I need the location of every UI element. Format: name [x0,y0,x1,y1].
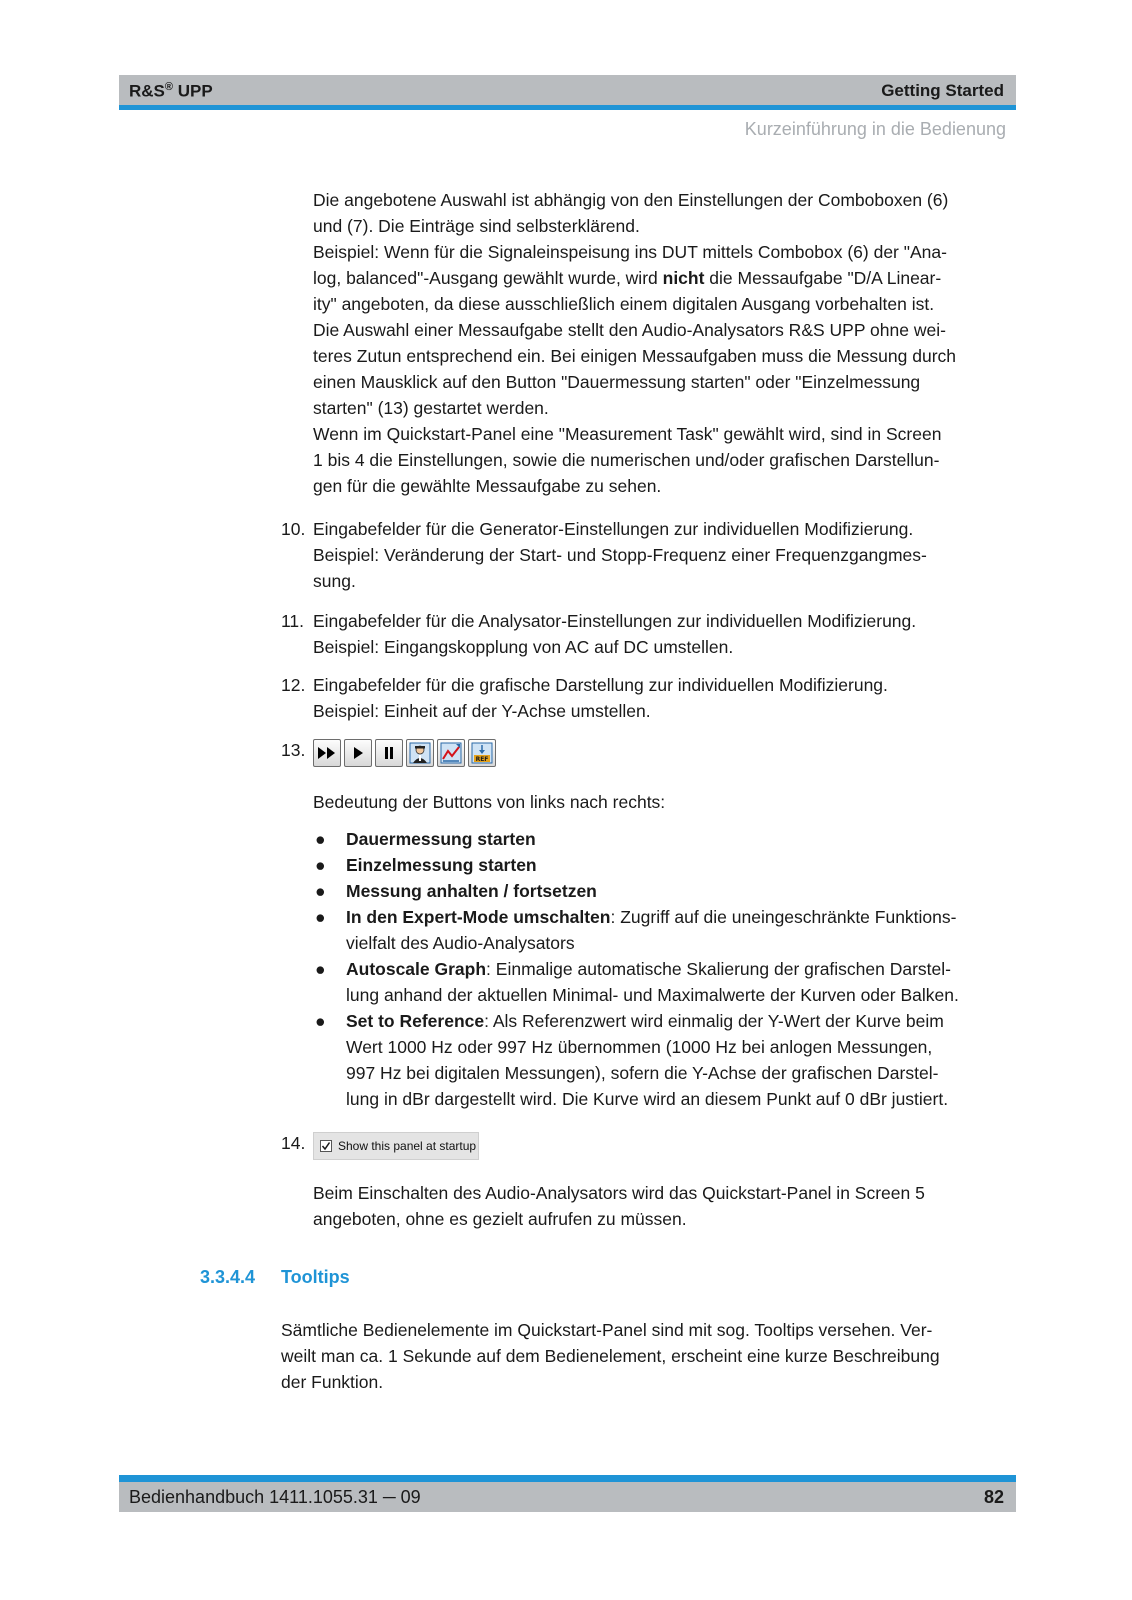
bullet-text: : Als Referenzwert wird einmalig der Y-Wert der Kurve beim [484,1011,944,1031]
product-model: UPP [177,81,213,101]
bullet-term: Dauermessung starten [346,829,536,849]
text-line: Eingabefelder für die Analysator-Einstellungen zur individuellen Modifizierung. [313,611,917,631]
emphasis-nicht: nicht [662,268,705,288]
item-number: 10. [281,519,306,539]
text-line: Die Auswahl einer Messaufgabe stellt den Audio-Analysators R&S UPP ohne wei- [313,320,946,340]
bullet-term: Autoscale Graph [346,959,487,979]
quickstart-toolbar [313,739,496,767]
reference-icon-text: REF [475,756,489,763]
text-line: Sämtliche Bedienelemente im Quickstart-Panel sind mit sog. Tooltips versehen. Ver- [281,1320,933,1340]
bullet-dot: ● [315,959,326,979]
bullet-dot: ● [315,829,326,849]
text-line: Beim Einschalten des Audio-Analysators wird das Quickstart-Panel in Screen 5 [313,1183,925,1203]
text-line: Wenn im Quickstart-Panel eine "Measurement Task" gewählt wird, sind in Screen [313,424,942,444]
pause-measurement-button[interactable] [375,739,403,767]
text-line: angeboten, ohne es gezielt aufrufen zu müssen. [313,1209,687,1229]
text-line: Beispiel: Einheit auf der Y-Achse umstellen. [313,701,651,721]
list-item-11 [281,608,1021,660]
manual-number: Bedienhandbuch 1411.1055.31 ─ 09 [129,1487,421,1507]
page-number: 82 [983,1487,1004,1507]
list-item-12 [281,672,1021,724]
bullet-text: : Zugriff auf die uneingeschränkte Funktions- [610,907,957,927]
item-number: 12. [281,675,306,695]
text-line: Eingabefelder für die Generator-Einstellungen zur individuellen Modifizierung. [313,519,914,539]
bullet-text: Wert 1000 Hz oder 997 Hz übernommen (1000 Hz bei anlogen Messungen, [346,1037,933,1057]
subchapter-title: Kurzeinführung in die Bedienung [744,119,1006,139]
item-number: 13. [281,740,306,760]
list-item-13 [281,737,1021,815]
text-line: Beispiel: Veränderung der Start- und Stopp-Frequenz einer Frequenzgangmes- [313,545,927,565]
expert-mode-button[interactable] [406,739,434,767]
expert-mode-icon [409,742,431,764]
bullet-dot: ● [315,1011,326,1031]
list-item [313,852,1021,878]
list-item [313,956,1021,1008]
bullet-term: Set to Reference [346,1011,485,1031]
text-line: Beispiel: Wenn für die Signaleinspeisung ins DUT mittels Combobox (6) der "Ana- [313,242,947,262]
text-line: Eingabefelder für die grafische Darstellung zur individuellen Modifizierung. [313,675,888,695]
list-item [313,904,1021,956]
pause-icon [382,746,396,760]
section-title: Tooltips [281,1267,350,1287]
list-item [313,1008,1021,1112]
registered-mark: ® [164,81,174,93]
text-line: starten" (13) gestartet werden. [313,398,549,418]
text-line: gen für die gewählte Messaufgabe zu sehen. [313,476,662,496]
text-line: 1 bis 4 die Einstellungen, sowie die numerischen und/oder grafischen Darstellun- [313,450,940,470]
item-14-description [313,1180,1023,1232]
product-name [129,81,213,102]
chapter-title: Getting Started [881,81,1004,100]
item-number: 11. [281,611,305,631]
checkbox-box[interactable] [320,1140,332,1152]
bullet-dot: ● [315,907,326,927]
text-line: sung. [313,571,356,591]
fast-forward-icon [317,746,337,760]
intro-paragraph [313,187,1023,499]
play-icon [351,746,365,760]
text-line: Die angebotene Auswahl ist abhängig von den Einstellungen der Comboboxen (6) [313,190,949,210]
section-paragraph [281,1317,1023,1395]
bullet-text: vielfalt des Audio-Analysators [346,933,575,953]
bullet-text: : Einmalige automatische Skalierung der grafischen Darstel- [486,959,951,979]
bullet-text: lung in dBr dargestellt wird. Die Kurve wird an diesem Punkt auf 0 dBr justiert. [346,1089,949,1109]
bullet-term: In den Expert-Mode umschalten [346,907,611,927]
list-item [313,878,1021,904]
list-item-10 [281,516,1021,594]
text-line [313,265,1023,291]
text-line: weilt man ca. 1 Sekunde auf dem Bedienelement, erscheint eine kurze Beschreibung [281,1346,940,1366]
page-footer [119,1475,1016,1512]
checkmark-icon [321,1141,331,1151]
bullet-term: Messung anhalten / fortsetzen [346,881,597,901]
item-number: 14. [281,1133,306,1153]
bullet-text: 997 Hz bei digitalen Messungen), sofern die Y-Achse der grafischen Darstel- [346,1063,939,1083]
reference-icon [471,742,493,764]
list-item [313,826,1021,852]
bullet-term: Einzelmessung starten [346,855,537,875]
show-panel-at-startup-checkbox[interactable] [313,1132,479,1160]
page-header [119,75,1016,110]
product-brand: R&S [129,81,165,101]
text-line: teres Zutun entsprechend ein. Bei einigen Messaufgaben muss die Messung durch [313,346,957,366]
set-to-reference-button[interactable] [468,739,496,767]
section-number: 3.3.4.4 [200,1267,256,1287]
text-run: die Messaufgabe "D/A Linear- [704,268,942,288]
bullet-text: lung anhand der aktuellen Minimal- und Maximalwerte der Kurven oder Balken. [346,985,959,1005]
autoscale-icon [440,742,462,764]
text-line: ity" angeboten, da diese ausschließlich einem digitalen Ausgang vorbehalten ist. [313,294,935,314]
button-description-list [313,826,1021,1112]
text-line: der Funktion. [281,1372,384,1392]
bullet-dot: ● [315,855,326,875]
text-line: und (7). Die Einträge sind selbsterklärend. [313,216,640,236]
single-measurement-button[interactable] [344,739,372,767]
text-run: log, balanced"-Ausgang gewählt wurde, wird [313,268,663,288]
bullet-dot: ● [315,881,326,901]
checkbox-label: Show this panel at startup [338,1139,477,1153]
continuous-measurement-button[interactable] [313,739,341,767]
text-line: Beispiel: Eingangskopplung von AC auf DC umstellen. [313,637,734,657]
autoscale-graph-button[interactable] [437,739,465,767]
buttons-caption: Bedeutung der Buttons von links nach rechts: [313,792,666,812]
text-line: einen Mausklick auf den Button "Dauermessung starten" oder "Einzelmessung [313,372,921,392]
